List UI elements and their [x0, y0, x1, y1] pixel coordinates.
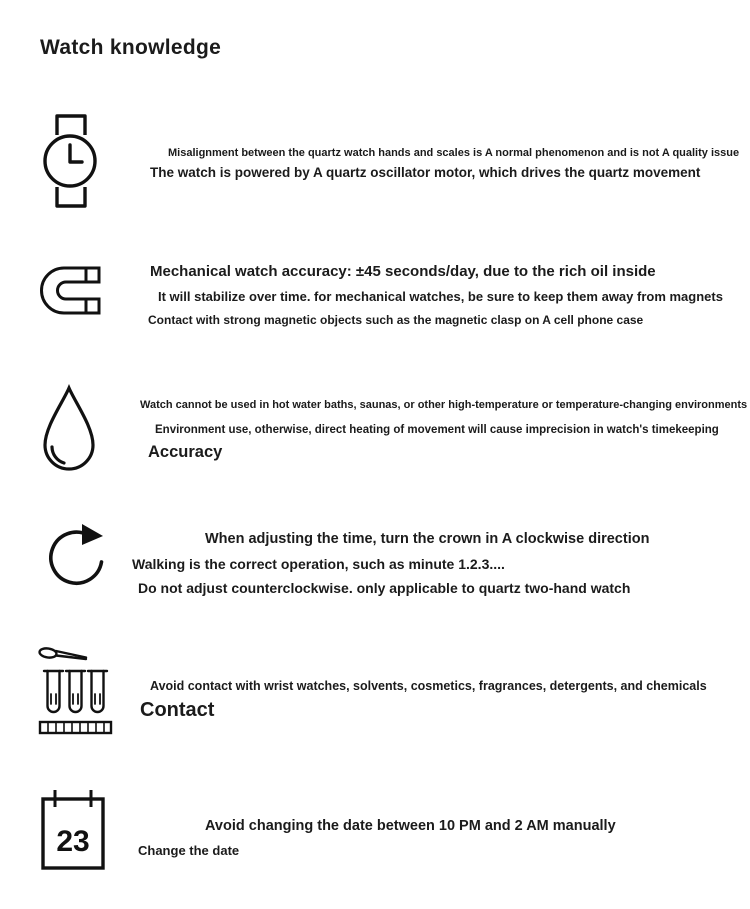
section-4-line-1: When adjusting the time, turn the crown in A clockwise direction — [205, 531, 650, 547]
water-drop-icon — [40, 382, 98, 477]
page-title: Watch knowledge — [40, 36, 222, 59]
section-2-line-1: Mechanical watch accuracy: ±45 seconds/day, due to the rich oil inside — [150, 263, 656, 280]
section-4-line-3: Do not adjust counterclockwise. only applicable to quartz two-hand watch — [138, 580, 631, 596]
section-3-line-1: Watch cannot be used in hot water baths, saunas, or other high-temperature or temperature-changing environments — [140, 399, 748, 411]
watch-icon — [40, 112, 102, 210]
section-6-line-2: Change the date — [138, 843, 240, 858]
calendar-icon — [40, 788, 106, 872]
section-4-line-2: Walking is the correct operation, such as minute 1.2.3.... — [132, 556, 505, 572]
section-3-line-2: Environment use, otherwise, direct heating of movement will cause imprecision in watch's timekeeping — [155, 424, 719, 436]
section-5-line-2: Contact — [140, 699, 215, 721]
section-1-line-2: The watch is powered by A quartz oscillator motor, which drives the quartz movement — [150, 165, 701, 180]
section-2-line-2: It will stabilize over time. for mechanical watches, be sure to keep them away from magnets — [158, 289, 723, 304]
section-3-line-3: Accuracy — [148, 443, 223, 461]
section-2-line-3: Contact with strong magnetic objects such as the magnetic clasp on A cell phone case — [148, 313, 644, 327]
calendar-day-number: 23 — [56, 825, 90, 858]
clockwise-arrow-icon — [42, 522, 106, 595]
magnet-icon — [40, 264, 104, 322]
section-1-line-1: Misalignment between the quartz watch hands and scales is A normal phenomenon and is not A quality issue — [168, 147, 740, 159]
section-5-line-1: Avoid contact with wrist watches, solvents, cosmetics, fragrances, detergents, and chemicals — [150, 679, 707, 693]
section-6-line-1: Avoid changing the date between 10 PM and 2 AM manually — [205, 818, 616, 834]
test-tubes-icon — [36, 644, 114, 744]
